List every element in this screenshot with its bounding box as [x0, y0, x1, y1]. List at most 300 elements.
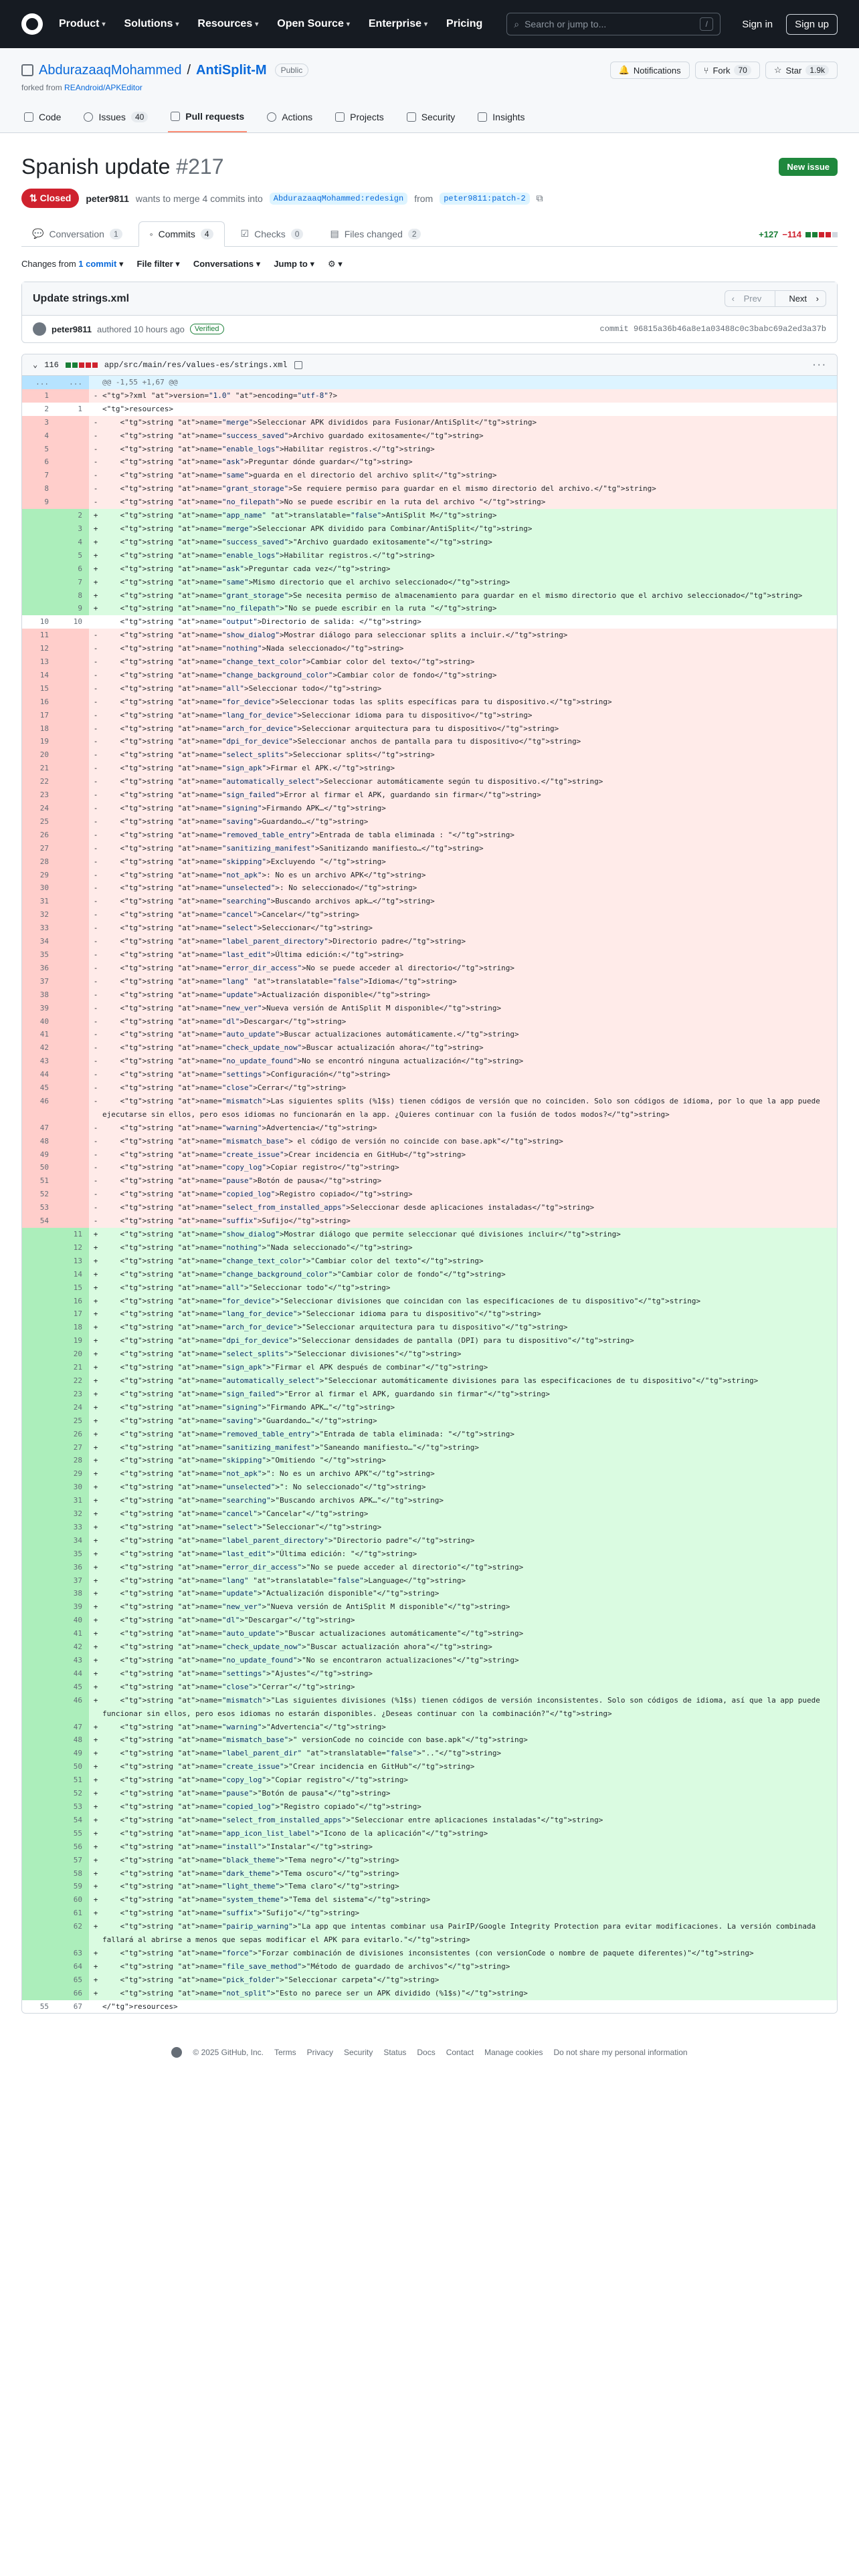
github-mark-icon[interactable]: [171, 2047, 182, 2058]
old-line-number[interactable]: [22, 1907, 56, 1920]
new-line-number[interactable]: [56, 881, 89, 895]
new-line-number[interactable]: 23: [56, 1388, 89, 1401]
new-line-number[interactable]: [56, 1081, 89, 1095]
tab-checks[interactable]: [230, 221, 314, 246]
new-line-number[interactable]: [56, 469, 89, 482]
old-line-number[interactable]: [22, 1414, 56, 1428]
footer-link-privacy[interactable]: Privacy: [306, 2048, 333, 2058]
new-line-number[interactable]: 11: [56, 1228, 89, 1241]
new-line-number[interactable]: [56, 988, 89, 1002]
new-line-number[interactable]: 19: [56, 1334, 89, 1348]
old-line-number[interactable]: [22, 1281, 56, 1295]
old-line-number[interactable]: [22, 1893, 56, 1907]
new-line-number[interactable]: [56, 908, 89, 922]
footer-link-manage-cookies[interactable]: Manage cookies: [484, 2048, 543, 2058]
old-line-number[interactable]: 3: [22, 416, 56, 429]
new-line-number[interactable]: [56, 669, 89, 682]
old-line-number[interactable]: 37: [22, 975, 56, 988]
old-line-number[interactable]: 8: [22, 482, 56, 496]
old-line-number[interactable]: 54: [22, 1214, 56, 1228]
repo-name-link[interactable]: AntiSplit-M: [196, 62, 267, 78]
old-line-number[interactable]: 26: [22, 829, 56, 842]
new-line-number[interactable]: [56, 788, 89, 802]
old-line-number[interactable]: [22, 1654, 56, 1667]
old-line-number[interactable]: [22, 1494, 56, 1507]
old-line-number[interactable]: [22, 1840, 56, 1854]
new-line-number[interactable]: [56, 709, 89, 722]
file-filter-dropdown[interactable]: File filter ▾: [136, 259, 180, 269]
tab-count: 40: [131, 112, 148, 122]
fork-button[interactable]: [695, 62, 760, 79]
old-line-number[interactable]: 13: [22, 655, 56, 669]
new-line-number[interactable]: [56, 815, 89, 829]
new-line-number[interactable]: [56, 1015, 89, 1029]
copy-icon[interactable]: ⧉: [536, 193, 543, 203]
old-line-number[interactable]: 15: [22, 682, 56, 695]
new-line-number[interactable]: [56, 695, 89, 709]
new-line-number[interactable]: [56, 1028, 89, 1041]
old-line-number[interactable]: [22, 1307, 56, 1321]
old-line-number[interactable]: 2: [22, 403, 56, 416]
tab-commits[interactable]: [138, 221, 225, 247]
old-line-number[interactable]: 50: [22, 1161, 56, 1174]
old-line-number[interactable]: 10: [22, 615, 56, 629]
new-line-number[interactable]: [56, 722, 89, 736]
new-line-number[interactable]: 56: [56, 1840, 89, 1854]
new-line-number[interactable]: 51: [56, 1774, 89, 1787]
pr-author-link[interactable]: peter9811: [86, 193, 129, 204]
old-line-number[interactable]: [22, 1561, 56, 1574]
old-line-number[interactable]: 43: [22, 1055, 56, 1068]
new-line-number[interactable]: 14: [56, 1268, 89, 1281]
footer-link-terms[interactable]: Terms: [274, 2048, 296, 2058]
sign-in-link[interactable]: Sign in: [742, 18, 773, 30]
old-line-number[interactable]: [22, 1547, 56, 1561]
new-line-number[interactable]: 57: [56, 1854, 89, 1867]
old-line-number[interactable]: [22, 1507, 56, 1521]
new-line-number[interactable]: [56, 1055, 89, 1068]
old-line-number[interactable]: [22, 1640, 56, 1654]
new-line-number[interactable]: [56, 1161, 89, 1174]
new-line-number[interactable]: [56, 948, 89, 962]
old-line-number[interactable]: 28: [22, 855, 56, 869]
old-line-number[interactable]: [22, 1733, 56, 1747]
tab-issues[interactable]: [81, 104, 151, 132]
new-line-number[interactable]: [56, 1188, 89, 1201]
tab-conversation[interactable]: [21, 221, 133, 246]
old-line-number[interactable]: 38: [22, 988, 56, 1002]
new-line-number[interactable]: 43: [56, 1654, 89, 1667]
new-line-number[interactable]: 38: [56, 1587, 89, 1600]
old-line-number[interactable]: 31: [22, 895, 56, 908]
old-line-number[interactable]: [22, 1747, 56, 1760]
new-line-number[interactable]: 65: [56, 1973, 89, 1987]
changes-from[interactable]: Changes from 1 commit ▾: [21, 259, 124, 269]
old-line-number[interactable]: [22, 1667, 56, 1681]
old-line-number[interactable]: [22, 1694, 56, 1721]
new-line-number[interactable]: 24: [56, 1401, 89, 1414]
new-line-number[interactable]: 41: [56, 1627, 89, 1640]
new-line-number[interactable]: [56, 1068, 89, 1081]
nav-open-source[interactable]: [277, 18, 350, 30]
tab-projects[interactable]: [332, 104, 387, 132]
old-line-number[interactable]: 44: [22, 1068, 56, 1081]
new-line-number[interactable]: 1: [56, 403, 89, 416]
old-line-number[interactable]: [22, 1241, 56, 1255]
new-line-number[interactable]: [56, 429, 89, 443]
expand-up-button[interactable]: ...: [22, 376, 56, 389]
old-line-number[interactable]: 7: [22, 469, 56, 482]
old-line-number[interactable]: [22, 1521, 56, 1534]
new-line-number[interactable]: 31: [56, 1494, 89, 1507]
new-line-number[interactable]: [56, 1214, 89, 1228]
old-line-number[interactable]: [22, 1600, 56, 1614]
old-line-number[interactable]: [22, 1880, 56, 1893]
old-line-number[interactable]: 4: [22, 429, 56, 443]
new-line-number[interactable]: 49: [56, 1747, 89, 1760]
old-line-number[interactable]: 36: [22, 962, 56, 975]
old-line-number[interactable]: [22, 536, 56, 549]
footer-link-status[interactable]: Status: [383, 2048, 407, 2058]
old-line-number[interactable]: [22, 1947, 56, 1960]
new-line-number[interactable]: 33: [56, 1521, 89, 1534]
old-line-number[interactable]: [22, 1867, 56, 1881]
new-line-number[interactable]: 35: [56, 1547, 89, 1561]
nav-product[interactable]: [59, 18, 105, 30]
new-line-number[interactable]: 45: [56, 1681, 89, 1694]
old-line-number[interactable]: [22, 1295, 56, 1308]
old-line-number[interactable]: 49: [22, 1148, 56, 1162]
new-line-number[interactable]: [56, 748, 89, 762]
new-line-number[interactable]: 50: [56, 1760, 89, 1774]
old-line-number[interactable]: [22, 1627, 56, 1640]
old-line-number[interactable]: [22, 1973, 56, 1987]
old-line-number[interactable]: [22, 589, 56, 603]
new-line-number[interactable]: 52: [56, 1787, 89, 1800]
old-line-number[interactable]: [22, 1401, 56, 1414]
old-line-number[interactable]: 14: [22, 669, 56, 682]
copy-icon[interactable]: [294, 361, 302, 369]
old-line-number[interactable]: 5: [22, 443, 56, 456]
new-line-number[interactable]: 46: [56, 1694, 89, 1721]
footer-link-security[interactable]: Security: [343, 2048, 373, 2058]
new-line-number[interactable]: 17: [56, 1307, 89, 1321]
new-line-number[interactable]: 32: [56, 1507, 89, 1521]
new-line-number[interactable]: [56, 975, 89, 988]
old-line-number[interactable]: 6: [22, 455, 56, 469]
new-line-number[interactable]: [56, 1002, 89, 1015]
new-line-number[interactable]: 44: [56, 1667, 89, 1681]
new-line-number[interactable]: 25: [56, 1414, 89, 1428]
new-line-number[interactable]: [56, 655, 89, 669]
old-line-number[interactable]: [22, 1987, 56, 2000]
old-line-number[interactable]: 18: [22, 722, 56, 736]
footer-link-do-not-share[interactable]: Do not share my personal information: [553, 2048, 688, 2058]
old-line-number[interactable]: 55: [22, 2000, 56, 2014]
new-line-number[interactable]: 6: [56, 562, 89, 576]
conversations-dropdown[interactable]: Conversations ▾: [193, 259, 261, 269]
gear-icon[interactable]: ⚙ ▾: [327, 259, 343, 269]
old-line-number[interactable]: [22, 1334, 56, 1348]
old-line-number[interactable]: 48: [22, 1135, 56, 1148]
new-line-number[interactable]: [56, 629, 89, 642]
tab-code[interactable]: [21, 104, 64, 132]
old-line-number[interactable]: [22, 1481, 56, 1494]
old-line-number[interactable]: 16: [22, 695, 56, 709]
old-line-number[interactable]: 33: [22, 922, 56, 935]
old-line-number[interactable]: 9: [22, 496, 56, 509]
new-line-number[interactable]: 18: [56, 1321, 89, 1334]
new-line-number[interactable]: [56, 1041, 89, 1055]
new-line-number[interactable]: 16: [56, 1295, 89, 1308]
old-line-number[interactable]: [22, 1827, 56, 1840]
old-line-number[interactable]: [22, 1587, 56, 1600]
old-line-number[interactable]: [22, 1228, 56, 1241]
old-line-number[interactable]: [22, 549, 56, 562]
new-line-number[interactable]: [56, 642, 89, 655]
new-line-number[interactable]: [56, 829, 89, 842]
new-line-number[interactable]: [56, 682, 89, 695]
old-line-number[interactable]: [22, 1787, 56, 1800]
new-line-number[interactable]: 47: [56, 1721, 89, 1734]
old-line-number[interactable]: [22, 1268, 56, 1281]
old-line-number[interactable]: [22, 1681, 56, 1694]
avatar[interactable]: [33, 322, 46, 336]
diff-code: <"tg">string "at">name="saving">Guardando…</"tg">string>: [102, 815, 837, 829]
new-line-number[interactable]: 66: [56, 1987, 89, 2000]
new-line-number[interactable]: 55: [56, 1827, 89, 1840]
old-line-number[interactable]: 20: [22, 748, 56, 762]
old-line-number[interactable]: 17: [22, 709, 56, 722]
new-line-number[interactable]: 8: [56, 589, 89, 603]
new-line-number[interactable]: 2: [56, 509, 89, 522]
base-branch[interactable]: AbdurazaaqMohammed:redesign: [270, 193, 407, 205]
new-line-number[interactable]: 60: [56, 1893, 89, 1907]
old-line-number[interactable]: 51: [22, 1174, 56, 1188]
diff-added-line: [22, 1880, 837, 1893]
new-line-number[interactable]: 53: [56, 1800, 89, 1814]
tab-pull-requests[interactable]: [168, 104, 247, 132]
new-line-number[interactable]: 3: [56, 522, 89, 536]
old-line-number[interactable]: 30: [22, 881, 56, 895]
new-line-number[interactable]: [56, 895, 89, 908]
footer-link-contact[interactable]: Contact: [446, 2048, 474, 2058]
new-line-number[interactable]: 59: [56, 1880, 89, 1893]
new-line-number[interactable]: 20: [56, 1348, 89, 1361]
old-line-number[interactable]: 23: [22, 788, 56, 802]
new-line-number[interactable]: [56, 1135, 89, 1148]
new-line-number[interactable]: [56, 842, 89, 855]
old-line-number[interactable]: [22, 1388, 56, 1401]
old-line-number[interactable]: [22, 1721, 56, 1734]
old-line-number[interactable]: [22, 1321, 56, 1334]
old-line-number[interactable]: 19: [22, 735, 56, 748]
new-line-number[interactable]: 13: [56, 1255, 89, 1268]
new-line-number[interactable]: 12: [56, 1241, 89, 1255]
new-line-number[interactable]: 37: [56, 1574, 89, 1588]
old-line-number[interactable]: [22, 1960, 56, 1973]
old-line-number[interactable]: [22, 1614, 56, 1627]
new-line-number[interactable]: [56, 1121, 89, 1135]
old-line-number[interactable]: 52: [22, 1188, 56, 1201]
new-line-number[interactable]: [56, 482, 89, 496]
old-line-number[interactable]: [22, 1348, 56, 1361]
old-line-number[interactable]: 12: [22, 642, 56, 655]
old-line-number[interactable]: 21: [22, 762, 56, 775]
old-line-number[interactable]: 45: [22, 1081, 56, 1095]
new-issue-button[interactable]: New issue: [779, 158, 838, 176]
verified-badge[interactable]: Verified: [190, 324, 224, 334]
old-line-number[interactable]: 22: [22, 775, 56, 788]
expand-down-button[interactable]: ...: [56, 376, 89, 389]
new-line-number[interactable]: 21: [56, 1361, 89, 1374]
forked-from-link[interactable]: REAndroid/APKEditor: [64, 83, 142, 92]
old-line-number[interactable]: [22, 1800, 56, 1814]
chevron-down-icon[interactable]: ⌄: [33, 360, 38, 370]
tab-files-changed[interactable]: [319, 221, 431, 246]
new-line-number[interactable]: 10: [56, 615, 89, 629]
new-line-number[interactable]: 67: [56, 2000, 89, 2014]
old-line-number[interactable]: [22, 1774, 56, 1787]
new-line-number[interactable]: 5: [56, 549, 89, 562]
old-line-number[interactable]: 25: [22, 815, 56, 829]
new-line-number[interactable]: 34: [56, 1534, 89, 1547]
new-line-number[interactable]: 9: [56, 602, 89, 615]
old-line-number[interactable]: [22, 1428, 56, 1441]
next-button[interactable]: Next ›: [775, 291, 826, 306]
old-line-number[interactable]: [22, 1454, 56, 1467]
new-line-number[interactable]: 61: [56, 1907, 89, 1920]
new-line-number[interactable]: [56, 935, 89, 948]
new-line-number[interactable]: 39: [56, 1600, 89, 1614]
new-line-number[interactable]: 29: [56, 1467, 89, 1481]
old-line-number[interactable]: 27: [22, 842, 56, 855]
new-line-number[interactable]: 42: [56, 1640, 89, 1654]
new-line-number[interactable]: [56, 1095, 89, 1121]
star-button[interactable]: [765, 62, 838, 79]
new-line-number[interactable]: [56, 1201, 89, 1214]
new-line-number[interactable]: 28: [56, 1454, 89, 1467]
old-line-number[interactable]: 53: [22, 1201, 56, 1214]
new-line-number[interactable]: 64: [56, 1960, 89, 1973]
old-line-number[interactable]: [22, 1814, 56, 1827]
new-line-number[interactable]: [56, 735, 89, 748]
new-line-number[interactable]: 62: [56, 1920, 89, 1947]
nav-resources[interactable]: [197, 18, 258, 30]
new-line-number[interactable]: [56, 762, 89, 775]
new-line-number[interactable]: [56, 496, 89, 509]
new-line-number[interactable]: [56, 443, 89, 456]
old-line-number[interactable]: 29: [22, 869, 56, 882]
prev-button[interactable]: ‹ Prev: [725, 291, 776, 306]
old-line-number[interactable]: 46: [22, 1095, 56, 1121]
new-line-number[interactable]: 58: [56, 1867, 89, 1881]
new-line-number[interactable]: [56, 455, 89, 469]
old-line-number[interactable]: [22, 1854, 56, 1867]
new-line-number[interactable]: [56, 855, 89, 869]
old-line-number[interactable]: 35: [22, 948, 56, 962]
jump-to-dropdown[interactable]: Jump to ▾: [274, 259, 314, 269]
sign-up-button[interactable]: Sign up: [786, 14, 838, 35]
tab-actions[interactable]: [264, 104, 315, 132]
old-line-number[interactable]: [22, 522, 56, 536]
new-line-number[interactable]: 15: [56, 1281, 89, 1295]
old-line-number[interactable]: [22, 1760, 56, 1774]
old-line-number[interactable]: [22, 1441, 56, 1455]
tab-insights[interactable]: [475, 104, 527, 132]
old-line-number[interactable]: [22, 509, 56, 522]
new-line-number[interactable]: 7: [56, 576, 89, 589]
new-line-number[interactable]: [56, 416, 89, 429]
new-line-number[interactable]: [56, 389, 89, 403]
new-line-number[interactable]: 22: [56, 1374, 89, 1388]
nav-enterprise[interactable]: [369, 18, 427, 30]
old-line-number[interactable]: 11: [22, 629, 56, 642]
old-line-number[interactable]: [22, 1920, 56, 1947]
repo-header: [0, 48, 859, 133]
new-line-number[interactable]: [56, 869, 89, 882]
github-logo-icon[interactable]: [21, 13, 43, 35]
old-line-number[interactable]: [22, 1467, 56, 1481]
new-line-number[interactable]: [56, 802, 89, 815]
footer-link-docs[interactable]: Docs: [417, 2048, 436, 2058]
notifications-button[interactable]: [610, 62, 690, 79]
old-line-number[interactable]: 42: [22, 1041, 56, 1055]
footer: [0, 2047, 859, 2058]
new-line-number[interactable]: 30: [56, 1481, 89, 1494]
old-line-number[interactable]: 41: [22, 1028, 56, 1041]
old-line-number[interactable]: [22, 1574, 56, 1588]
old-line-number[interactable]: [22, 1374, 56, 1388]
new-line-number[interactable]: 48: [56, 1733, 89, 1747]
old-line-number[interactable]: [22, 1361, 56, 1374]
old-line-number[interactable]: [22, 602, 56, 615]
new-line-number[interactable]: 4: [56, 536, 89, 549]
old-line-number[interactable]: [22, 1255, 56, 1268]
old-line-number[interactable]: [22, 562, 56, 576]
new-line-number[interactable]: [56, 962, 89, 975]
old-line-number[interactable]: 24: [22, 802, 56, 815]
old-line-number[interactable]: 32: [22, 908, 56, 922]
new-line-number[interactable]: 26: [56, 1428, 89, 1441]
commit-author-link[interactable]: peter9811: [52, 324, 92, 334]
old-line-number[interactable]: 34: [22, 935, 56, 948]
old-line-number[interactable]: 40: [22, 1015, 56, 1029]
head-branch[interactable]: peter9811:patch-2: [440, 193, 529, 205]
repo-owner-link[interactable]: AbdurazaaqMohammed: [39, 62, 182, 78]
old-line-number[interactable]: 1: [22, 389, 56, 403]
tab-security[interactable]: [404, 104, 458, 132]
new-line-number[interactable]: 63: [56, 1947, 89, 1960]
old-line-number[interactable]: [22, 576, 56, 589]
old-line-number[interactable]: 39: [22, 1002, 56, 1015]
new-line-number[interactable]: 36: [56, 1561, 89, 1574]
new-line-number[interactable]: [56, 1174, 89, 1188]
kebab-menu-icon[interactable]: ···: [812, 360, 826, 370]
new-line-number[interactable]: 40: [56, 1614, 89, 1627]
old-line-number[interactable]: 47: [22, 1121, 56, 1135]
search-input[interactable]: [506, 13, 721, 35]
new-line-number[interactable]: [56, 775, 89, 788]
star-label: Star: [785, 65, 802, 76]
new-line-number[interactable]: [56, 1148, 89, 1162]
nav-pricing[interactable]: [446, 18, 482, 30]
new-line-number[interactable]: 54: [56, 1814, 89, 1827]
new-line-number[interactable]: [56, 922, 89, 935]
old-line-number[interactable]: [22, 1534, 56, 1547]
new-line-number[interactable]: 27: [56, 1441, 89, 1455]
nav-solutions[interactable]: [124, 18, 179, 30]
